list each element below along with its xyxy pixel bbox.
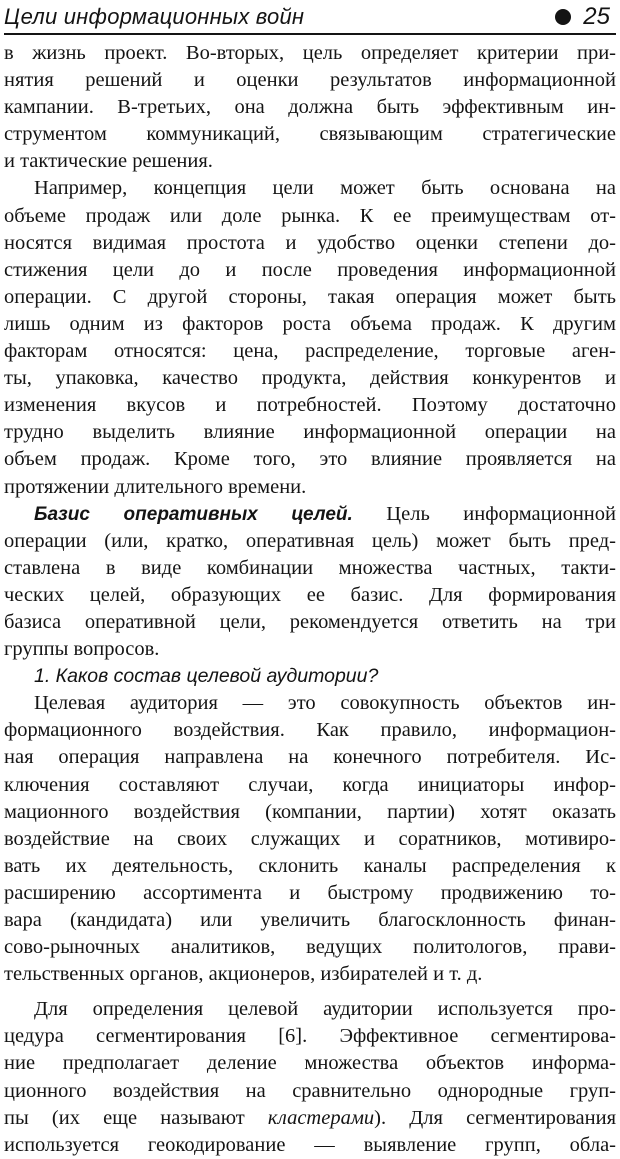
text-line: ты, упаковка, качество продукта, действия конкурентов и <box>4 367 616 390</box>
paragraph <box>4 40 616 175</box>
text-line: мационного воздействия (компании, партии) хотят оказать <box>4 800 616 823</box>
text-line: сово-рыночных аналитиков, ведущих политологов, прави- <box>4 936 616 959</box>
text-line <box>4 501 616 528</box>
page-header <box>4 2 616 34</box>
text-line: используется геокодирование — выявление групп, обла- <box>4 1133 616 1156</box>
header-rule <box>4 33 616 35</box>
text-line: объеме продаж или доле рынка. К ее преимуществам от- <box>4 204 616 227</box>
body-text <box>4 40 616 1159</box>
text-line: базиса оперативной цели, рекомендуется ответить на три <box>4 610 616 633</box>
running-title: Цели информационных войн <box>4 4 305 29</box>
text-line: лишь одним из факторов роста объема продаж. К другим <box>4 312 616 335</box>
paragraph <box>4 690 616 988</box>
text-line: ние предполагает деление множества объектов информа- <box>4 1052 616 1075</box>
paragraph <box>4 996 616 1159</box>
italic-term: кластерами <box>267 1106 375 1129</box>
text-line: нятия решений и оценки результатов информационной <box>4 69 616 92</box>
text-line: стижения цели до и после проведения информационной <box>4 258 616 281</box>
paragraph <box>4 663 616 690</box>
text-line: группы вопросов. <box>4 638 160 661</box>
text-line: объем продаж. Кроме того, это влияние проявляется на <box>4 448 616 471</box>
section-lead: Базис оперативных целей. <box>34 503 353 525</box>
text-line <box>4 1105 616 1132</box>
text-line: тельственных органов, акционеров, избирателей и т. д. <box>4 963 483 986</box>
text-line: Для определения целевой аудитории используется про- <box>34 998 616 1021</box>
text-span: ). Для сегментирования <box>374 1106 616 1129</box>
text-line: ческих целей, образующих ее базис. Для формирования <box>4 583 616 606</box>
text-line: струментом коммуникаций, связывающим стратегические <box>4 123 616 146</box>
text-line: ционного воздействия на сравнительно однородные груп- <box>4 1079 616 1102</box>
text-line: вать их деятельность, склонить каналы распределения к <box>4 854 616 877</box>
text-line: в жизнь проект. Во-вторых, цель определяет критерии при- <box>4 42 616 64</box>
text-line: изменения вкусов и потребностей. Поэтому достаточно <box>4 394 616 417</box>
question-heading: 1. Каков состав целевой аудитории? <box>34 665 379 688</box>
text-line: ключения составляют случаи, когда инициаторы инфор- <box>4 773 616 796</box>
paragraph <box>4 175 616 500</box>
text-line: факторам относятся: цена, распределение, торговые аген- <box>4 340 616 363</box>
text-line: ставлена в виде комбинации множества частных, такти- <box>4 556 616 579</box>
text-line: трудно выделить влияние информационной операции на <box>4 421 616 444</box>
page-number: 25 <box>583 3 610 30</box>
text-span: пы (их еще называют <box>4 1106 268 1129</box>
text-line: операции (или, кратко, оперативная цель) может быть пред- <box>4 529 616 552</box>
text-line: Целевая аудитория — это совокупность объектов ин- <box>34 692 616 715</box>
page-number-group <box>555 2 610 32</box>
text-line: вара (кандидата) или увеличить благосклонность финан- <box>4 909 616 931</box>
text-line: носятся видимая простота и удобство оценки степени до- <box>4 231 616 254</box>
text-line: операции. С другой стороны, такая операция может быть <box>4 285 616 308</box>
text-line: кампании. В-третьих, она должна быть эффективным ин- <box>4 96 616 119</box>
text-line: расширению ассортимента и быстрому продвижению то- <box>4 881 616 904</box>
text-line: Например, концепция цели может быть основана на <box>34 177 616 200</box>
text-span: Цель информационной <box>352 502 616 525</box>
text-line: воздействие на своих служащих и соратников, мотивиро- <box>4 827 616 850</box>
text-line: формационного воздействия. Как правило, информацион- <box>4 719 616 742</box>
bullet-icon <box>555 9 571 25</box>
text-line: ная операция направлена на конечного потребителя. Ис- <box>4 746 616 769</box>
paragraph <box>4 501 616 664</box>
text-line: цедура сегментирования [6]. Эффективное сегментирова- <box>4 1025 616 1048</box>
text-line: протяжении длительного времени. <box>4 475 307 498</box>
text-line: и тактические решения. <box>4 150 213 173</box>
